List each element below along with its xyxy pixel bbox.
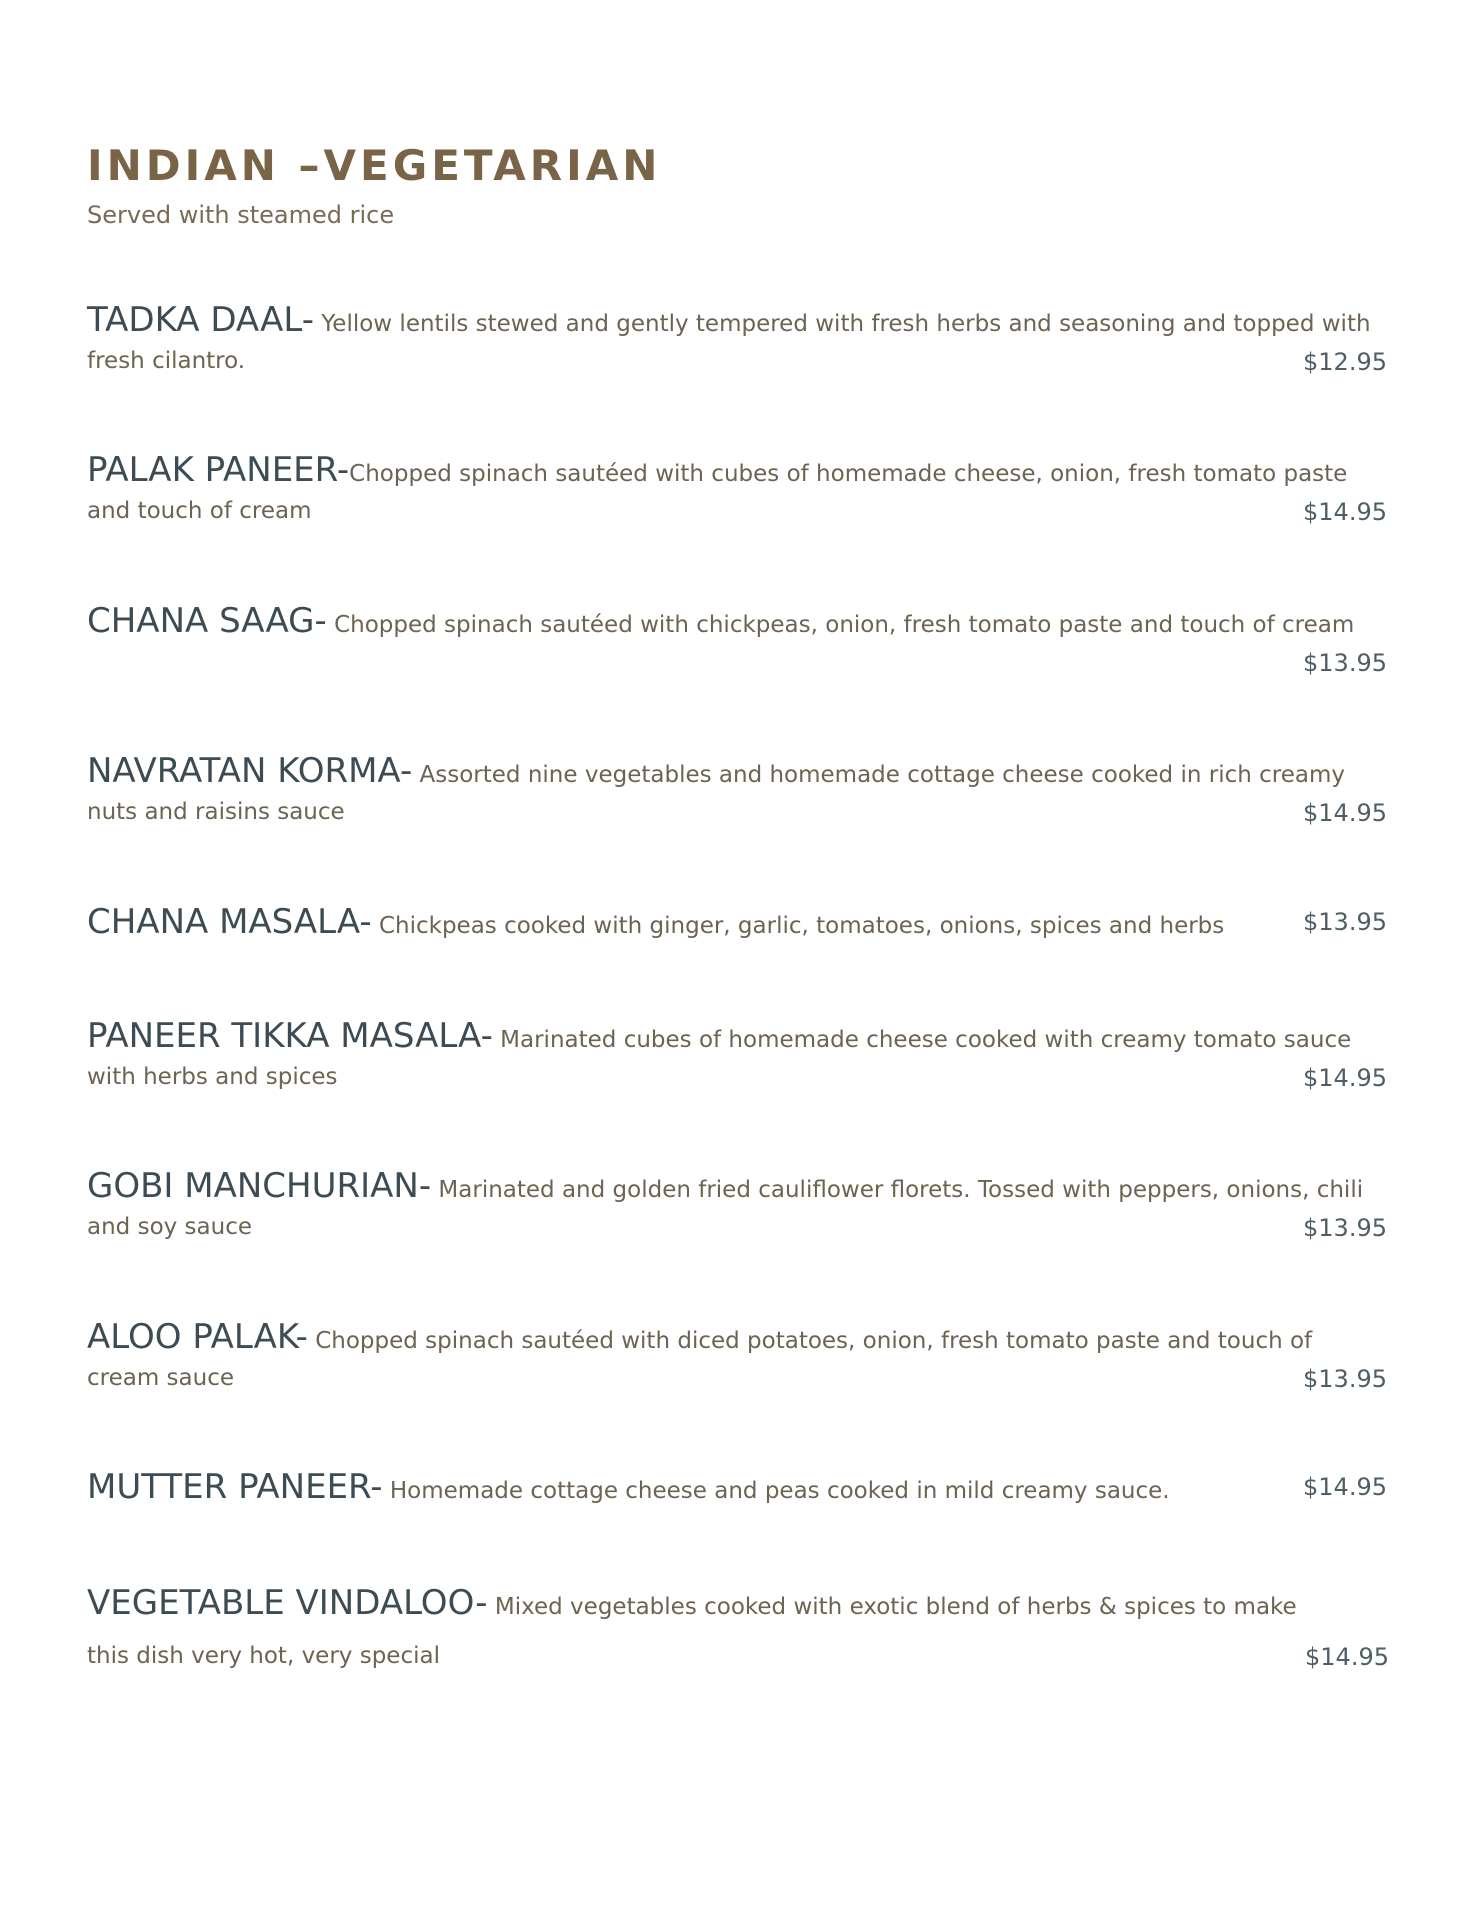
- menu-item-name: GOBI MANCHURIAN-: [87, 1166, 432, 1206]
- menu-item-name: VEGETABLE VINDALOO-: [87, 1583, 488, 1623]
- menu-item-price: $13.95: [1303, 1214, 1387, 1242]
- menu-item-name: PALAK PANEER-: [87, 450, 350, 490]
- menu-item-description: Chopped spinach sautéed with cubes of homemade cheese, onion, fresh tomato paste: [349, 461, 1348, 487]
- menu-item-price: $12.95: [1303, 348, 1387, 376]
- menu-item-description-continued: with herbs and spices: [87, 1064, 338, 1090]
- menu-item-description: Mixed vegetables cooked with exotic blend of herbs & spices to make: [487, 1594, 1297, 1620]
- menu-item-name: MUTTER PANEER-: [87, 1467, 383, 1507]
- menu-item-description: Yellow lentils stewed and gently tempered with fresh herbs and seasoning and topped with: [314, 311, 1371, 337]
- menu-item-price: $14.95: [1303, 498, 1387, 526]
- menu-item-description-continued: this dish very hot, very special: [87, 1643, 440, 1669]
- menu-item-description: Marinated and golden fried cauliflower florets. Tossed with peppers, onions, chili: [431, 1177, 1364, 1203]
- menu-item-name: TADKA DAAL-: [87, 300, 314, 340]
- menu-item-price: $14.95: [1305, 1643, 1389, 1671]
- menu-item-price: $14.95: [1303, 1473, 1387, 1501]
- menu-item-description-continued: and soy sauce: [87, 1214, 253, 1240]
- menu-item-description: Chopped spinach sautéed with diced potatoes, onion, fresh tomato paste and touch of: [307, 1328, 1313, 1354]
- menu-item-name: NAVRATAN KORMA-: [87, 751, 413, 791]
- menu-item-name: CHANA MASALA-: [87, 902, 372, 942]
- menu-item-price: $14.95: [1303, 1064, 1387, 1092]
- menu-item-description: Chopped spinach sautéed with chickpeas, onion, fresh tomato paste and touch of cream: [326, 612, 1355, 638]
- menu-item-description: Assorted nine vegetables and homemade cottage cheese cooked in rich creamy: [412, 762, 1345, 788]
- menu-item-description-continued: and touch of cream: [87, 498, 312, 524]
- menu-item-price: $13.95: [1303, 1365, 1387, 1393]
- menu-section-title: INDIAN –VEGETARIAN: [87, 141, 662, 190]
- menu-item-description-continued: cream sauce: [87, 1365, 235, 1391]
- menu-item-description: Marinated cubes of homemade cheese cooked with creamy tomato sauce: [492, 1027, 1352, 1053]
- menu-item-description: Homemade cottage cheese and peas cooked in mild creamy sauce.: [382, 1478, 1170, 1504]
- menu-item-name: PANEER TIKKA MASALA-: [87, 1016, 493, 1056]
- menu-item-price: $13.95: [1303, 908, 1387, 936]
- menu-item-price: $13.95: [1303, 649, 1387, 677]
- menu-item-name: CHANA SAAG-: [87, 601, 327, 641]
- menu-section-subtitle: Served with steamed rice: [87, 201, 395, 229]
- menu-item-description-continued: nuts and raisins sauce: [87, 799, 345, 825]
- menu-item-price: $14.95: [1303, 799, 1387, 827]
- menu-item-description-continued: fresh cilantro.: [87, 348, 246, 374]
- menu-item-name: ALOO PALAK-: [87, 1317, 308, 1357]
- menu-item-description: Chickpeas cooked with ginger, garlic, tomatoes, onions, spices and herbs: [371, 913, 1225, 939]
